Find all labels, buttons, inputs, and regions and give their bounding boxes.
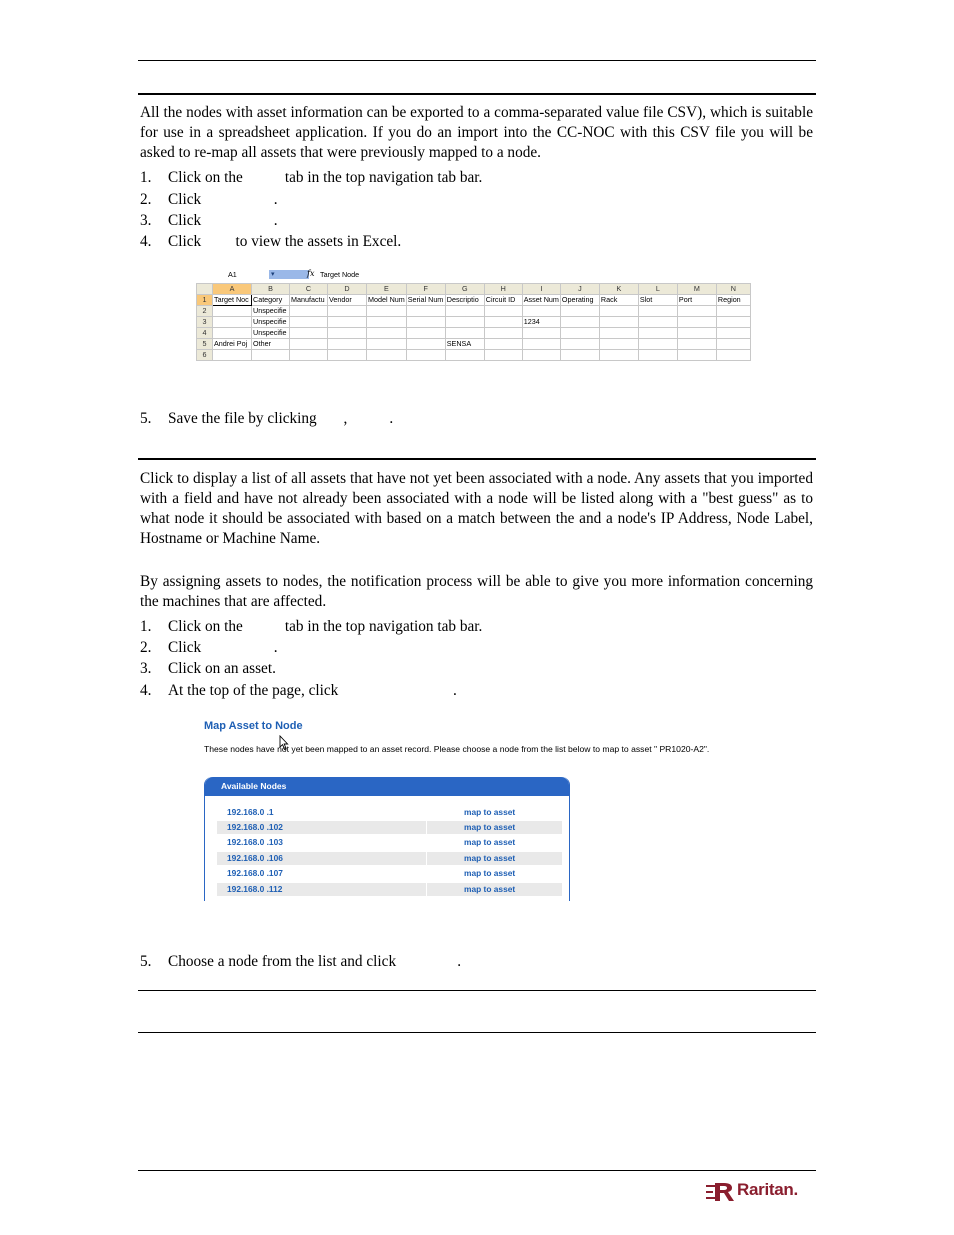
name-box[interactable]: A1 bbox=[228, 270, 237, 279]
map-to-asset-link[interactable]: map to asset bbox=[464, 822, 516, 832]
cell[interactable] bbox=[716, 306, 750, 317]
step-text: Click . bbox=[168, 191, 278, 208]
step-text: At the top of the page, click . bbox=[168, 682, 457, 699]
step-number: 3. bbox=[140, 660, 152, 677]
cell[interactable]: Rack bbox=[599, 295, 638, 306]
cell[interactable] bbox=[213, 350, 252, 361]
step-text: Click . bbox=[168, 639, 278, 656]
cell[interactable] bbox=[328, 306, 367, 317]
cell[interactable] bbox=[290, 306, 328, 317]
cell[interactable] bbox=[716, 317, 750, 328]
map-step-4 bbox=[140, 681, 457, 701]
node-link[interactable]: 192.168.0 .106 bbox=[227, 853, 283, 863]
map-asset-screenshot bbox=[197, 716, 759, 900]
section-rule bbox=[138, 990, 816, 991]
name-box-dropdown[interactable] bbox=[269, 270, 309, 279]
export-step-2 bbox=[140, 190, 278, 210]
cell[interactable]: Model Num bbox=[368, 295, 405, 304]
table-row bbox=[197, 350, 751, 361]
cell[interactable] bbox=[290, 328, 328, 339]
map-step-3 bbox=[140, 659, 276, 679]
list-item bbox=[217, 852, 562, 865]
cell[interactable] bbox=[213, 317, 252, 328]
cell[interactable] bbox=[290, 317, 328, 328]
function-icon: fx bbox=[307, 269, 315, 278]
node-link[interactable]: 192.168.0 .107 bbox=[227, 868, 283, 878]
export-step-5 bbox=[140, 409, 393, 429]
list-item bbox=[217, 867, 562, 880]
column-header[interactable]: A bbox=[213, 284, 252, 295]
cell[interactable] bbox=[599, 350, 638, 361]
list-item bbox=[217, 821, 562, 834]
map-to-asset-link[interactable]: map to asset bbox=[464, 807, 516, 817]
cell[interactable] bbox=[560, 350, 599, 361]
table-row bbox=[197, 317, 751, 328]
column-header[interactable]: N bbox=[716, 284, 750, 295]
section-rule bbox=[138, 458, 816, 460]
column-header[interactable]: C bbox=[290, 284, 328, 295]
raritan-logo-icon bbox=[706, 1182, 736, 1202]
column-header[interactable]: H bbox=[484, 284, 522, 295]
cell[interactable]: 1234 bbox=[522, 317, 560, 328]
cell[interactable]: Circuit ID bbox=[484, 295, 522, 306]
cell[interactable] bbox=[406, 339, 445, 350]
select-all-corner[interactable] bbox=[197, 284, 213, 295]
cell[interactable] bbox=[406, 317, 445, 328]
map-to-asset-link[interactable]: map to asset bbox=[464, 884, 516, 894]
cell[interactable] bbox=[560, 339, 599, 350]
cell[interactable] bbox=[445, 306, 484, 317]
cell[interactable] bbox=[677, 306, 716, 317]
cell[interactable] bbox=[560, 317, 599, 328]
cell[interactable] bbox=[367, 350, 407, 361]
cell[interactable]: Serial Num bbox=[407, 295, 444, 304]
cell[interactable]: Unspecifie bbox=[252, 317, 290, 328]
export-step-3 bbox=[140, 211, 278, 231]
export-intro-paragraph: All the nodes with asset information can be exported to a comma-separated value file CSV), which is suitable for use in a spreadsheet application. If you do an import into the CC-NOC with this CSV file you will be asked to re-map all assets that were previously mapped to a node. bbox=[140, 104, 813, 161]
cell[interactable]: Vendor bbox=[328, 295, 367, 306]
export-step-1 bbox=[140, 168, 482, 188]
cell[interactable] bbox=[328, 339, 367, 350]
section-rule bbox=[138, 93, 816, 95]
map-step-2 bbox=[140, 638, 278, 658]
table-row bbox=[197, 306, 751, 317]
cell[interactable]: Unspecifie bbox=[252, 328, 290, 339]
list-item bbox=[217, 836, 562, 849]
cell[interactable] bbox=[290, 339, 328, 350]
cell[interactable]: Region bbox=[716, 295, 750, 306]
cell[interactable] bbox=[252, 350, 290, 361]
cell[interactable]: Category bbox=[252, 295, 290, 306]
map-benefit-paragraph: By assigning assets to nodes, the notification process will be able to give you more information concerning the machines that are affected. bbox=[140, 573, 813, 610]
cell[interactable]: Other bbox=[252, 339, 290, 350]
formula-bar bbox=[196, 268, 759, 282]
cell[interactable] bbox=[716, 328, 750, 339]
spreadsheet-grid bbox=[196, 283, 751, 361]
list-item bbox=[217, 883, 562, 896]
cell[interactable]: Slot bbox=[638, 295, 677, 306]
row-header[interactable]: 4 bbox=[197, 328, 213, 339]
column-header-row bbox=[197, 284, 751, 295]
page-title: Map Asset to Node bbox=[204, 720, 303, 732]
row-header[interactable]: 1 bbox=[197, 295, 213, 306]
cell[interactable] bbox=[445, 317, 484, 328]
map-to-asset-link[interactable]: map to asset bbox=[464, 837, 516, 847]
node-link[interactable]: 192.168.0 .103 bbox=[227, 837, 283, 847]
cell[interactable] bbox=[638, 317, 677, 328]
cell[interactable] bbox=[484, 350, 522, 361]
cell[interactable] bbox=[638, 350, 677, 361]
step-text: Choose a node from the list and click . bbox=[168, 953, 462, 970]
map-to-asset-link[interactable]: map to asset bbox=[464, 868, 516, 878]
cell[interactable]: Operating bbox=[560, 295, 599, 306]
column-header[interactable]: B bbox=[252, 284, 290, 295]
formula-value[interactable]: Target Node bbox=[320, 270, 360, 279]
cell[interactable] bbox=[716, 339, 750, 350]
cell[interactable]: Manufactu bbox=[290, 295, 328, 306]
section-rule bbox=[138, 1032, 816, 1033]
column-divider bbox=[426, 821, 427, 834]
column-header[interactable]: F bbox=[406, 284, 445, 295]
cell[interactable]: Andrei Poj bbox=[213, 339, 252, 350]
table-row bbox=[197, 339, 751, 350]
map-intro-paragraph: Click to display a list of all assets that have not yet been associated with a node. Any assets that you imported with a field and have not already been associated with a node will be listed along with a "best guess" as to what node it should be associated with based on a match between the and a node's IP Address, Node Label, Hostname or Machine Name. bbox=[140, 470, 813, 547]
cell[interactable] bbox=[599, 339, 638, 350]
column-header[interactable]: I bbox=[522, 284, 560, 295]
logo-text: Raritan. bbox=[737, 1180, 798, 1199]
cell[interactable] bbox=[213, 328, 252, 339]
column-header[interactable]: L bbox=[638, 284, 677, 295]
column-divider bbox=[426, 836, 427, 849]
cell[interactable] bbox=[484, 317, 522, 328]
cell[interactable] bbox=[599, 306, 638, 317]
cell[interactable] bbox=[522, 306, 560, 317]
table-row bbox=[197, 328, 751, 339]
column-divider bbox=[426, 806, 427, 819]
cell[interactable] bbox=[367, 328, 407, 339]
cell[interactable] bbox=[484, 339, 522, 350]
cell[interactable] bbox=[677, 339, 716, 350]
map-to-asset-link[interactable]: map to asset bbox=[464, 853, 516, 863]
cell[interactable] bbox=[677, 317, 716, 328]
export-step-4 bbox=[140, 232, 401, 252]
cell[interactable] bbox=[367, 317, 407, 328]
cell[interactable] bbox=[484, 328, 522, 339]
cell[interactable] bbox=[328, 317, 367, 328]
instruction-text: These nodes have not yet been mapped to an asset record. Please choose a node from the list below to map to asset " PR1020-A2". bbox=[204, 744, 710, 754]
cell[interactable] bbox=[213, 306, 252, 317]
step-text: Click to view the assets in Excel. bbox=[168, 233, 402, 250]
cell[interactable] bbox=[599, 328, 638, 339]
cell[interactable] bbox=[328, 328, 367, 339]
cell[interactable]: Descriptio bbox=[445, 295, 484, 306]
cell[interactable] bbox=[406, 306, 445, 317]
cell[interactable] bbox=[484, 306, 522, 317]
column-header[interactable]: M bbox=[677, 284, 716, 295]
row-header[interactable]: 6 bbox=[197, 350, 213, 361]
map-step-1 bbox=[140, 617, 482, 637]
column-header[interactable]: J bbox=[560, 284, 599, 295]
step-number: 5. bbox=[140, 953, 152, 970]
cell[interactable]: Asset Num bbox=[523, 295, 559, 304]
row-header[interactable]: 5 bbox=[197, 339, 213, 350]
table-row bbox=[197, 295, 751, 306]
cell[interactable] bbox=[677, 328, 716, 339]
cell[interactable] bbox=[638, 328, 677, 339]
raritan-logo bbox=[706, 1180, 814, 1202]
cell[interactable] bbox=[599, 317, 638, 328]
cell[interactable] bbox=[406, 350, 445, 361]
cell[interactable] bbox=[560, 306, 599, 317]
cell[interactable]: Target Noc bbox=[213, 295, 252, 306]
cell[interactable]: Unspecifie bbox=[252, 306, 290, 317]
panel-title: Available Nodes bbox=[221, 781, 287, 791]
cell[interactable] bbox=[522, 339, 560, 350]
step-text: Save the file by clicking , . bbox=[168, 410, 394, 427]
column-divider bbox=[426, 883, 427, 896]
cell[interactable] bbox=[367, 306, 407, 317]
cell[interactable] bbox=[677, 350, 716, 361]
cell[interactable] bbox=[522, 328, 560, 339]
step-number: 5. bbox=[140, 410, 152, 427]
step-text: Click on an asset. bbox=[168, 660, 276, 677]
chevron-down-icon: ▾ bbox=[271, 271, 275, 278]
cell[interactable] bbox=[522, 350, 560, 361]
step-number: 3. bbox=[140, 212, 152, 229]
row-header[interactable]: 2 bbox=[197, 306, 213, 317]
step-number: 2. bbox=[140, 191, 152, 208]
cell[interactable]: SENSA bbox=[445, 339, 484, 350]
cell[interactable] bbox=[328, 350, 367, 361]
step-number: 2. bbox=[140, 639, 152, 656]
column-header[interactable]: G bbox=[445, 284, 484, 295]
step-text: Click on the tab in the top navigation tab bar. bbox=[168, 618, 483, 635]
cell[interactable] bbox=[638, 339, 677, 350]
step-number: 4. bbox=[140, 682, 152, 699]
cell[interactable] bbox=[290, 350, 328, 361]
step-text: Click on the tab in the top navigation tab bar. bbox=[168, 169, 483, 186]
node-link[interactable]: 192.168.0 .102 bbox=[227, 822, 283, 832]
column-divider bbox=[426, 852, 427, 865]
cell[interactable] bbox=[406, 328, 445, 339]
row-header[interactable]: 3 bbox=[197, 317, 213, 328]
cell[interactable]: Port bbox=[677, 295, 716, 306]
header-rule bbox=[138, 60, 816, 61]
step-text: Click . bbox=[168, 212, 278, 229]
cell[interactable] bbox=[367, 339, 407, 350]
cell[interactable] bbox=[445, 328, 484, 339]
list-item bbox=[217, 806, 562, 819]
available-nodes-panel bbox=[204, 777, 570, 901]
column-header[interactable]: D bbox=[328, 284, 367, 295]
step-number: 1. bbox=[140, 169, 152, 186]
step-number: 1. bbox=[140, 618, 152, 635]
cell[interactable] bbox=[716, 350, 750, 361]
footer-rule bbox=[138, 1170, 816, 1171]
step-number: 4. bbox=[140, 233, 152, 250]
cell[interactable] bbox=[638, 306, 677, 317]
column-divider bbox=[426, 867, 427, 880]
map-step-5 bbox=[140, 952, 461, 972]
panel-header bbox=[205, 777, 569, 796]
column-header[interactable]: K bbox=[599, 284, 638, 295]
column-header[interactable]: E bbox=[367, 284, 407, 295]
node-link[interactable]: 192.168.0 .112 bbox=[227, 884, 283, 894]
excel-screenshot bbox=[196, 268, 759, 358]
cell[interactable] bbox=[445, 350, 484, 361]
node-link[interactable]: 192.168.0 .1 bbox=[227, 807, 274, 817]
cell[interactable] bbox=[560, 328, 599, 339]
